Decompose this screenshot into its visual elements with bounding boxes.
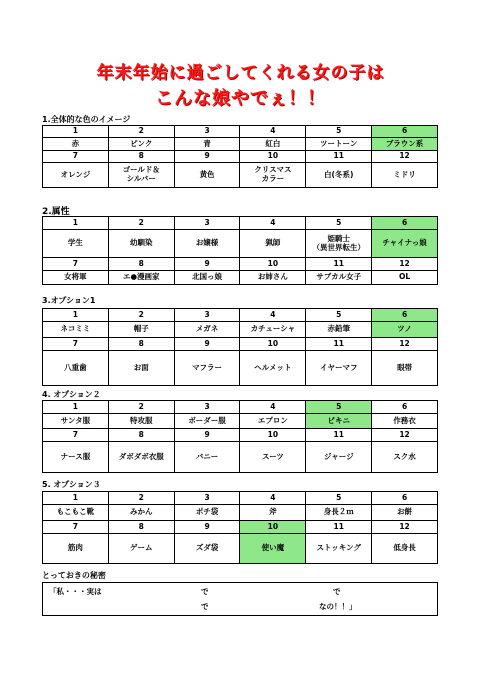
s5-item-3: ポチ袋 <box>174 505 240 521</box>
s5-num-11: 11 <box>306 521 372 534</box>
s2-item-7: 女将軍 <box>43 271 109 285</box>
s5-num-6: 6 <box>372 492 438 505</box>
s3-num-7: 7 <box>43 338 109 351</box>
s2-item-4: 猟師 <box>240 230 306 258</box>
s3-item-6: ツノ <box>372 322 438 338</box>
s4-num-2: 2 <box>108 401 174 414</box>
s2-item-6: チャイナっ娘 <box>372 230 438 258</box>
s3-num-1: 1 <box>43 309 109 322</box>
s5-num-1: 1 <box>43 492 109 505</box>
s1-num-12: 12 <box>372 151 438 163</box>
section-1-label: 1.全体的な色のイメージ <box>42 115 131 124</box>
page-title-line1: 年末年始に過ごしてくれる女の子は <box>96 63 385 83</box>
s2-item-12: OL <box>372 271 438 285</box>
s1-item-2: ピンク <box>108 138 174 151</box>
secret-line1-de1: で <box>201 587 209 596</box>
s4-num-11: 11 <box>306 429 372 442</box>
s3-num-8: 8 <box>108 338 174 351</box>
s1-num-4: 4 <box>240 126 306 138</box>
s4-num-5: 5 <box>306 401 372 414</box>
s4-item-7: ナース服 <box>43 442 109 473</box>
s4-item-3: ボーダー服 <box>174 414 240 429</box>
s3-num-12: 12 <box>372 338 438 351</box>
s3-item-2: 帽子 <box>108 322 174 338</box>
s5-item-6: お餅 <box>372 505 438 521</box>
s2-num-11: 11 <box>306 258 372 271</box>
s3-num-10: 10 <box>240 338 306 351</box>
s2-item-5: 姫騎士 （異世界転生） <box>306 230 372 258</box>
section-2-table <box>42 216 438 285</box>
s4-item-9: バニー <box>174 442 240 473</box>
s5-item-8: ゲーム <box>108 534 174 564</box>
s2-num-5: 5 <box>306 217 372 230</box>
s4-item-1: サンタ服 <box>43 414 109 429</box>
s4-num-7: 7 <box>43 429 109 442</box>
s1-num-9: 9 <box>174 151 240 163</box>
s1-num-11: 11 <box>306 151 372 163</box>
s5-item-4: 斧 <box>240 505 306 521</box>
s5-num-5: 5 <box>306 492 372 505</box>
s1-num-2: 2 <box>108 126 174 138</box>
s5-item-9: ズダ袋 <box>174 534 240 564</box>
s3-num-9: 9 <box>174 338 240 351</box>
s2-item-10: お姉さん <box>240 271 306 285</box>
s1-item-3: 青 <box>174 138 240 151</box>
s4-item-5: ビキニ <box>306 414 372 429</box>
section-5-label: 5. オプション３ <box>42 480 101 489</box>
s5-num-7: 7 <box>43 521 109 534</box>
secret-line1-de2: で <box>333 587 341 596</box>
s5-num-8: 8 <box>108 521 174 534</box>
s5-num-4: 4 <box>240 492 306 505</box>
s2-num-6: 6 <box>372 217 438 230</box>
s3-item-10: ヘルメット <box>240 351 306 386</box>
s1-item-8: ゴールド＆ シルバー <box>108 163 174 188</box>
s3-item-1: ネコミミ <box>43 322 109 338</box>
secret-box[interactable] <box>42 582 438 616</box>
s2-num-4: 4 <box>240 217 306 230</box>
s5-num-3: 3 <box>174 492 240 505</box>
s1-num-1: 1 <box>43 126 109 138</box>
s2-num-8: 8 <box>108 258 174 271</box>
s5-item-1: もこもこ靴 <box>43 505 109 521</box>
secret-label: とっておきの秘密 <box>42 571 106 580</box>
section-5-table <box>42 491 438 564</box>
s3-item-9: マフラー <box>174 351 240 386</box>
s3-num-6: 6 <box>372 309 438 322</box>
s2-num-12: 12 <box>372 258 438 271</box>
s4-item-4: エプロン <box>240 414 306 429</box>
s4-item-11: ジャージ <box>306 442 372 473</box>
s2-item-11: サブカル女子 <box>306 271 372 285</box>
s1-item-7: オレンジ <box>43 163 109 188</box>
s2-num-1: 1 <box>43 217 109 230</box>
s1-item-4: 紅白 <box>240 138 306 151</box>
s1-num-6: 6 <box>372 126 438 138</box>
s3-item-7: 八重歯 <box>43 351 109 386</box>
s1-num-7: 7 <box>43 151 109 163</box>
secret-line2-end: なの！！」 <box>319 602 357 611</box>
section-3-table <box>42 308 438 386</box>
section-1-table <box>42 125 438 188</box>
s5-item-2: みかん <box>108 505 174 521</box>
s1-num-10: 10 <box>240 151 306 163</box>
s4-num-10: 10 <box>240 429 306 442</box>
s5-num-12: 12 <box>372 521 438 534</box>
s4-item-2: 特攻服 <box>108 414 174 429</box>
s5-item-10: 使い魔 <box>240 534 306 564</box>
s3-item-11: イヤーマフ <box>306 351 372 386</box>
s5-num-9: 9 <box>174 521 240 534</box>
section-2-label: 2.属性 <box>42 207 70 217</box>
s2-item-3: お嬢様 <box>174 230 240 258</box>
s2-num-2: 2 <box>108 217 174 230</box>
section-4-label: 4. オプション２ <box>42 390 101 399</box>
s3-num-5: 5 <box>306 309 372 322</box>
s1-item-11: 白(冬系) <box>306 163 372 188</box>
s3-num-3: 3 <box>174 309 240 322</box>
s5-item-11: ストッキング <box>306 534 372 564</box>
s5-num-2: 2 <box>108 492 174 505</box>
s1-item-1: 赤 <box>43 138 109 151</box>
s4-num-1: 1 <box>43 401 109 414</box>
s1-num-3: 3 <box>174 126 240 138</box>
s4-num-3: 3 <box>174 401 240 414</box>
s1-num-8: 8 <box>108 151 174 163</box>
s1-item-10: クリスマス カラー <box>240 163 306 188</box>
s3-item-8: お面 <box>108 351 174 386</box>
s3-num-4: 4 <box>240 309 306 322</box>
s3-num-2: 2 <box>108 309 174 322</box>
s4-num-12: 12 <box>372 429 438 442</box>
s1-item-9: 黄色 <box>174 163 240 188</box>
s4-item-8: ダボダボ衣服 <box>108 442 174 473</box>
s4-item-6: 作務衣 <box>372 414 438 429</box>
section-3-label: 3.オプション1 <box>42 296 96 305</box>
s5-item-7: 筋肉 <box>43 534 109 564</box>
s4-num-9: 9 <box>174 429 240 442</box>
page-title-line2: こんな娘やでぇ！！ <box>155 88 326 109</box>
s2-num-7: 7 <box>43 258 109 271</box>
s5-num-10: 10 <box>240 521 306 534</box>
s3-num-11: 11 <box>306 338 372 351</box>
secret-line2-de: で <box>201 602 209 611</box>
s2-item-8: エ●漫画家 <box>108 271 174 285</box>
s3-item-4: カチューシャ <box>240 322 306 338</box>
s2-num-10: 10 <box>240 258 306 271</box>
section-4-table <box>42 400 438 473</box>
s5-item-5: 身長２ｍ <box>306 505 372 521</box>
s2-item-2: 幼馴染 <box>108 230 174 258</box>
s3-item-5: 赤鉛筆 <box>306 322 372 338</box>
s2-num-3: 3 <box>174 217 240 230</box>
s4-item-10: スーツ <box>240 442 306 473</box>
s5-item-12: 低身長 <box>372 534 438 564</box>
s3-item-12: 眼帯 <box>372 351 438 386</box>
s1-item-6: ブラウン系 <box>372 138 438 151</box>
s1-item-5: ツートーン <box>306 138 372 151</box>
s4-item-12: スク水 <box>372 442 438 473</box>
s1-item-12: ミドリ <box>372 163 438 188</box>
s4-num-8: 8 <box>108 429 174 442</box>
s1-num-5: 5 <box>306 126 372 138</box>
s4-num-6: 6 <box>372 401 438 414</box>
secret-line1-start: 「私・・・実は <box>49 587 102 596</box>
s3-item-3: メガネ <box>174 322 240 338</box>
s2-item-1: 学生 <box>43 230 109 258</box>
s2-num-9: 9 <box>174 258 240 271</box>
s4-num-4: 4 <box>240 401 306 414</box>
s2-item-9: 北国っ娘 <box>174 271 240 285</box>
